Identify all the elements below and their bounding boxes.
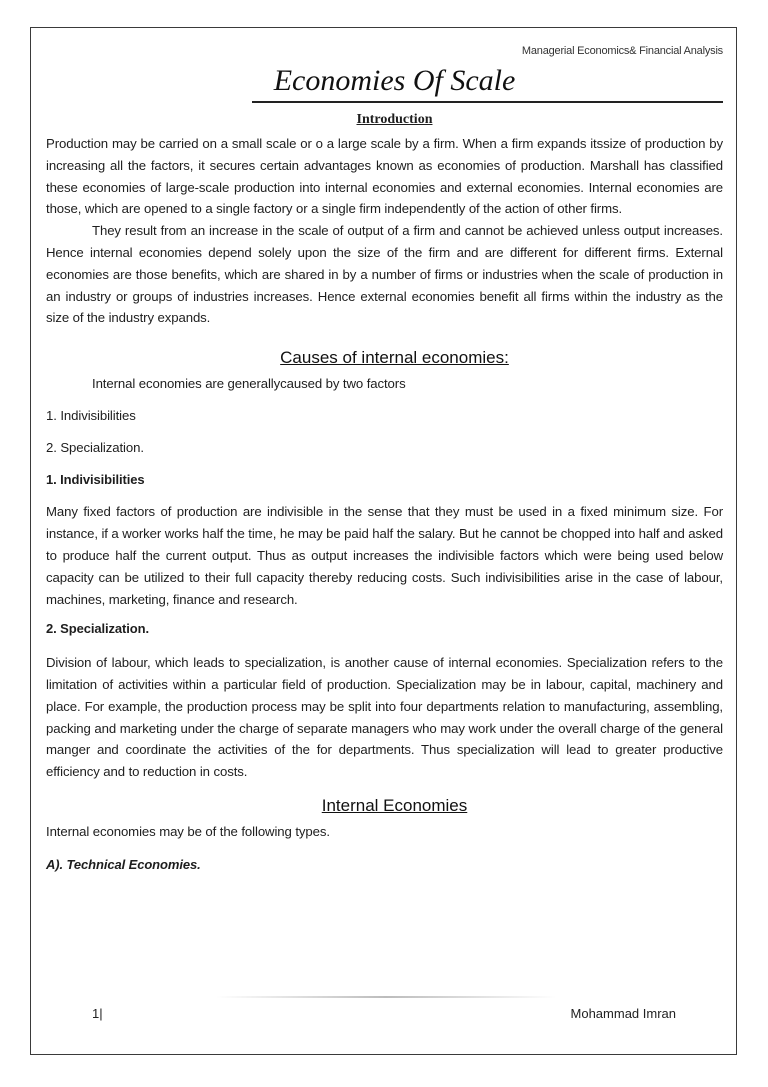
running-header: Managerial Economics& Financial Analysis [521,45,723,57]
internal-economies-lead: Internal economies may be of the following types. [46,823,330,839]
author-name: Mohammad Imran [570,1006,676,1021]
causes-lead: Internal economies are generallycaused by two factors [92,376,406,392]
causes-item-indivisibilities: 1. Indivisibilities [46,407,136,423]
page-title: Economies Of Scale [273,64,516,97]
internal-economies-heading: Internal Economies [321,795,468,815]
page-footer [46,1006,723,1026]
causes-item-specialization: 2. Specialization. [46,439,144,455]
specialization-heading: 2. Specialization. [46,621,149,637]
intro-paragraph-1: Production may be carried on a small scale or o a large scale by a firm. When a firm expands itssize of production by increasing all the factors, it secures certain advantages known as economies of production. Marshall has classified these economies of large-scale production into internal economies and external economies. Internal economies are those, which are opened to a single factory or a single firm independently of the action of other firms. [46,136,723,217]
technical-economies-heading: A). Technical Economies. [46,856,201,872]
title-underline [252,101,723,103]
intro-paragraph-2: They result from an increase in the scale of output of a firm and cannot be achieved unless output increases. Hence internal economies depend solely upon the size of the firm and are different for different firms. External economies are those benefits, which are shared in by a number of firms or industries when the scale of production in an industry or groups of industries increases. Hence external economies benefit all firms within the industry as the size of the industry expands. [46,223,723,326]
indivisibilities-heading: 1. Indivisibilities [46,471,145,487]
footer-divider [216,996,556,998]
indivisibilities-paragraph: Many fixed factors of production are indivisible in the sense that they must be used in a fixed minimum size. For instance, if a worker works half the time, he may be paid half the salary. But he cannot be chopped into half and asked to produce half the current output. Thus as output increases the indivisible factors which were being used below capacity can be utilized to their full capacity thereby reducing costs. Such indivisibilities arise in the case of labour, machines, marketing, finance and research. [46,504,723,607]
page-number: 1| [92,1006,103,1021]
causes-heading: Causes of internal economies: [280,348,509,368]
document-body [46,45,723,876]
specialization-paragraph: Division of labour, which leads to specialization, is another cause of internal economies. Specialization refers to the limitation of activities within a particular field of production. Specialization may be in labour, capital, machinery and place. For example, the production process may be split into four departments relation to manufacturing, assembling, packing and marketing under the charge of separate managers who may work under the overall charge of the general manger and coordinate the activities of the for departments. Thus specialization will lead to greater productive efficiency and to reduction in costs. [46,655,723,780]
introduction-heading: Introduction [356,112,433,127]
